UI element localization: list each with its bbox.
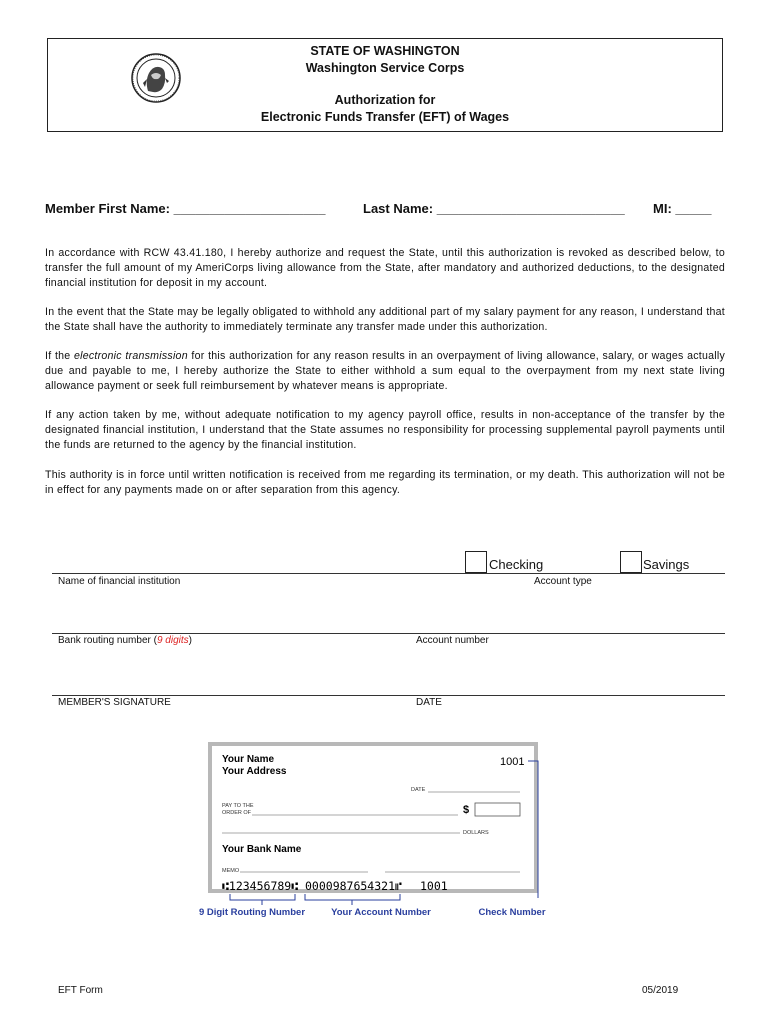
form-title-line1: Authorization for bbox=[334, 93, 436, 107]
routing-label-start: Bank routing number ( bbox=[58, 635, 157, 646]
form-title-line2: Electronic Funds Transfer (EFT) of Wages bbox=[260, 110, 510, 124]
routing-label bbox=[58, 635, 192, 646]
check-dollars-label: DOLLARS bbox=[463, 830, 489, 836]
account-caption: Your Account Number bbox=[331, 907, 431, 918]
date-label: DATE bbox=[416, 697, 442, 708]
routing-account-line[interactable] bbox=[52, 633, 725, 634]
footer-form-name: EFT Form bbox=[58, 985, 103, 996]
routing-bracket bbox=[230, 894, 295, 900]
check-number-caption: Check Number bbox=[478, 907, 546, 918]
authority-paragraph: This authority is in force until written notification is received from me regarding its termination, or my death. This authorization will not be in effect for any payments made on or after separation from this agency. bbox=[45, 469, 725, 496]
check-dollar-sign: $ bbox=[463, 804, 470, 816]
account-type-label: Account type bbox=[534, 576, 592, 587]
signature-label: MEMBER'S SIGNATURE bbox=[58, 697, 171, 708]
check-micr-routing: ⑆123456789⑆ bbox=[222, 879, 299, 893]
routing-digits-note: 9 digits bbox=[156, 635, 189, 646]
check-memo-label: MEMO bbox=[222, 868, 240, 874]
account-number-label: Account number bbox=[416, 635, 489, 646]
overpayment-paragraph bbox=[45, 349, 725, 394]
member-first-name-field[interactable]: Member First Name: _____________________ bbox=[45, 201, 326, 216]
checking-checkbox[interactable] bbox=[465, 551, 487, 573]
routing-caption: 9 Digit Routing Number bbox=[198, 907, 306, 918]
sample-check bbox=[180, 740, 560, 925]
check-date-label: DATE bbox=[411, 787, 426, 793]
agency-title: Washington Service Corps bbox=[305, 61, 465, 75]
member-last-name-field[interactable]: Last Name: __________________________ bbox=[363, 201, 625, 216]
check-micr-account: 0000987654321⑈ bbox=[305, 879, 402, 893]
authorization-paragraph: In accordance with RCW 43.41.180, I hereby authorize and request the State, until this authorization is revoked as described below, to transfer the full amount of my AmeriCorps living allowance from the State, after mandatory and authorized deductions, to the designated financial institution for deposit in my account. bbox=[45, 247, 725, 289]
signature-line[interactable] bbox=[52, 695, 725, 696]
savings-checkbox[interactable] bbox=[620, 551, 642, 573]
check-micr-check-number: 1001 bbox=[420, 879, 448, 893]
overpayment-text-italic: electronic transmission bbox=[73, 350, 188, 362]
member-mi-field[interactable]: MI: _____ bbox=[653, 201, 712, 216]
checking-label: Checking bbox=[489, 557, 544, 572]
check-bank-name: Your Bank Name bbox=[222, 844, 302, 855]
savings-label: Savings bbox=[643, 557, 690, 572]
overpayment-text-end: for this authorization for any reason results in an overpayment of living allowance, salary, or wages actually due and payable to me, I hereby authorize the State to either withhold a sum equal to the overpayment from my next state living allowance payment or seek full reimbursement by whatever means is appropriate. bbox=[45, 350, 726, 392]
institution-label: Name of financial institution bbox=[58, 576, 181, 587]
check-your-name: Your Name bbox=[222, 754, 275, 765]
check-your-address: Your Address bbox=[222, 766, 287, 777]
account-bracket bbox=[305, 894, 400, 900]
non-acceptance-paragraph: If any action taken by me, without adequate notification to my agency payroll office, results in non-acceptance of the transfer by the designated financial institution, I understand that the State assumes no responsibility for processing supplemental payroll payments until the funds are returned to the agency by the financial institution. bbox=[45, 409, 725, 451]
state-seal-icon bbox=[131, 53, 181, 103]
state-title: STATE OF WASHINGTON bbox=[310, 44, 460, 58]
routing-label-end: ) bbox=[188, 635, 192, 646]
check-pay-to-1: PAY TO THE bbox=[222, 803, 254, 809]
footer-revision-date: 05/2019 bbox=[642, 985, 679, 996]
institution-line[interactable] bbox=[52, 573, 725, 574]
overpayment-text-start: If the bbox=[45, 350, 74, 362]
termination-paragraph: In the event that the State may be legally obligated to withhold any additional part of my salary payment for any reason, I understand that the State shall have the authority to immediately terminate any transfer made under this authorization. bbox=[45, 306, 725, 333]
check-pay-to-2: ORDER OF bbox=[222, 810, 252, 816]
check-number-top: 1001 bbox=[500, 756, 525, 768]
